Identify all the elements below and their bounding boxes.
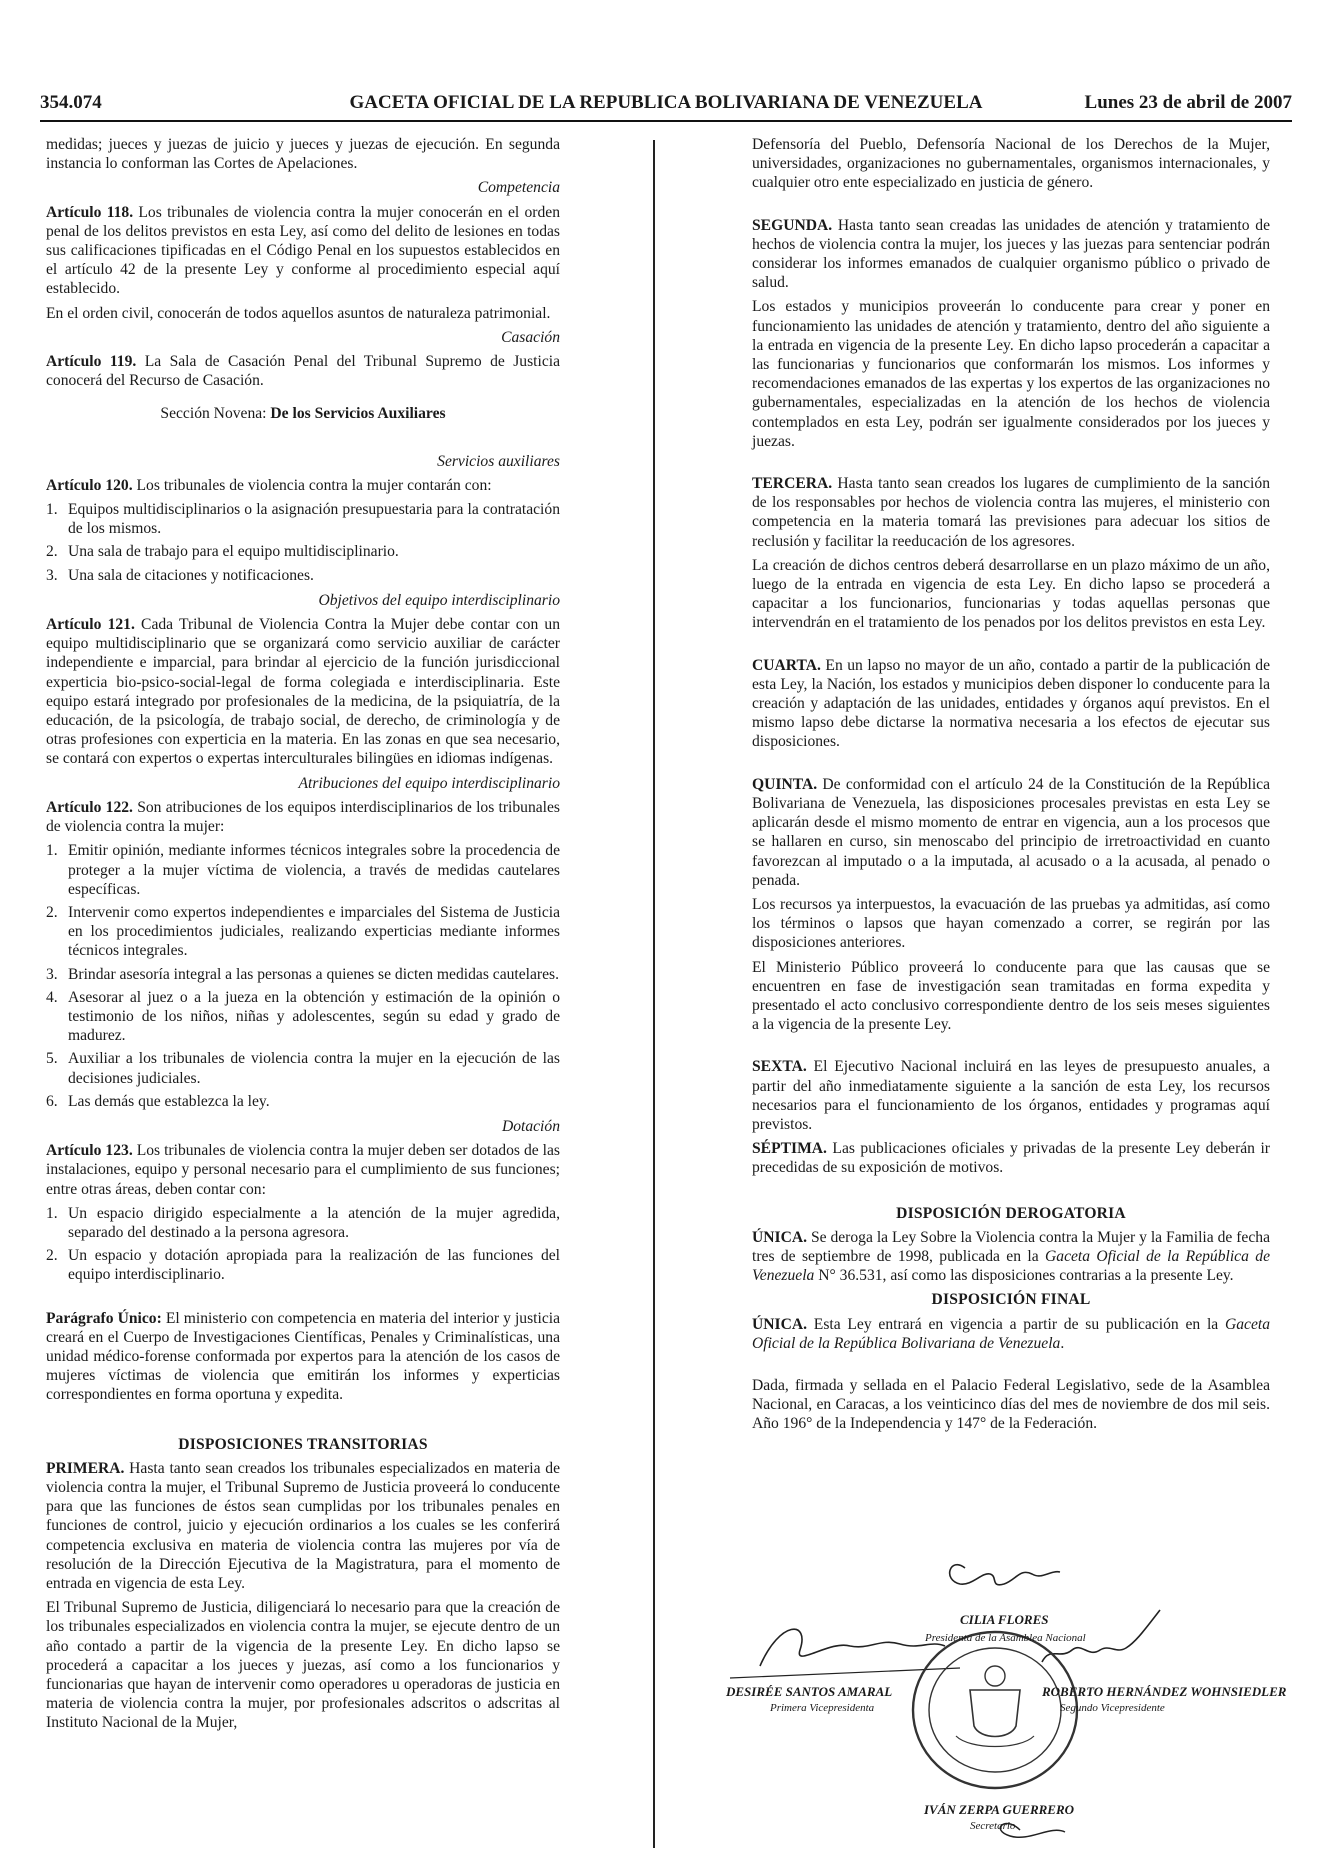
president-role: Presidenta de la Asamblea Nacional xyxy=(925,1632,1086,1644)
continuation-paragraph: Defensoría del Pueblo, Defensoría Nacional de los Derechos de la Mujer, universidades, organizaciones no gubernamentales, organismos internacionales, y cualquier otro ente especializado en justicia de género. xyxy=(752,136,1270,192)
section-title: De los Servicios Auxiliares xyxy=(270,405,446,423)
vp1-role: Primera Vicepresidenta xyxy=(770,1702,875,1714)
spacer xyxy=(752,456,1270,474)
article-text: La Sala de Casación Penal del Tribunal Supremo de Justicia conocerá del Recurso de Casación. xyxy=(46,353,560,390)
provision-text: De conformidad con el artículo 24 de la Constitución de la República Bolivariana de Venezuela, las disposiciones procesales previstas en esta Ley se aplicarán desde el mismo momento de entrar en vigencia, aun a los procesos que se hallaren en curso, sin menoscabo del principio de irretroactividad en cuanto favorezcan al imputado o a la imputada, al acusado o a la acusada, al penado o penada. xyxy=(752,775,1270,889)
article-label: Artículo 121. xyxy=(46,616,135,634)
article-118 xyxy=(46,203,560,299)
list-item xyxy=(46,542,560,561)
provision-text: El Ejecutivo Nacional incluirá en las leyes de presupuesto anuales, a partir del año inmediatamente siguiente a la sanción de esta Ley, los recursos necesarios para el funcionamiento de los órganos, entidades y programas aquí previstos. xyxy=(752,1058,1270,1133)
provision-text: Esta Ley entrará en vigencia a partir de su publicación en la xyxy=(807,1315,1225,1333)
transitoria-tercera xyxy=(752,474,1270,551)
provision-label: SEGUNDA. xyxy=(752,216,833,234)
subtitle-casacion: Casación xyxy=(501,328,560,346)
item-number: 1. xyxy=(46,501,58,519)
provision-label: SÉPTIMA. xyxy=(752,1140,827,1158)
gazette-reference: Gaceta Oficial de la República de Venezuela xyxy=(752,1247,1270,1285)
provision-text: Hasta tanto sean creadas las unidades de atención y tratamiento de hechos de violencia contra la mujer, los jueces y las juezas para sentenciar podrán considerar los informes emanados de cualquier organismo público o privado de salud. xyxy=(752,216,1270,292)
president-name: CILIA FLORES xyxy=(960,1612,1049,1627)
provision-text: Las publicaciones oficiales y privadas de la presente Ley deberán ir precedidas de su exposición de motivos. xyxy=(752,1140,1270,1177)
closing-statement: Dada, firmada y sellada en el Palacio Federal Legislativo, sede de la Asamblea Nacional, en Caracas, a los veinticinco días del mes de noviembre de dos mil seis. Año 196° de la Independencia y 147° de la Federación. xyxy=(752,1376,1270,1433)
article-text: Los tribunales de violencia contra la mujer conocerán en el orden penal de los delitos previstos en esta Ley, así como del delito de lesiones en todas sus calificaciones tipificadas en el Código Penal en los supuestos establecidos en el artículo 42 de la presente Ley y conforme al procedimiento especial aquí establecido. xyxy=(46,203,561,298)
article-label: Artículo 123. xyxy=(46,1142,133,1160)
transitoria-tercera-p2: La creación de dichos centros deberá desarrollarse en un plazo máximo de un año, luego de la entrada en vigencia de esta Ley. En dicho lapso se procederá a capacitar a los funcionarios, funcionarias y todas aquellas personas que intervendrán en el tratamiento de los penados por los delitos previstos en esta Ley. xyxy=(752,556,1270,632)
provision-label: ÚNICA. xyxy=(752,1228,808,1246)
secretary-name: IVÁN ZERPA GUERRERO xyxy=(924,1802,1075,1817)
vp1-signature xyxy=(760,1629,945,1666)
subtitle-atribuciones: Atribuciones del equipo interdisciplinario xyxy=(298,774,560,792)
list-item xyxy=(46,500,560,538)
provision-text: En un lapso no mayor de un año, contado a partir de la publicación de esta Ley, la Nación, los estados y municipios deben disponer lo conducente para la creación y adaptación de las unidades, entidades y órganos aquí previstos. En el mismo lapso debe dictarse la normativa necesaria a los efectos de ejecutar sus disposiciones. xyxy=(752,656,1270,751)
article-123-list xyxy=(46,1204,560,1285)
paragrafo-text: El ministerio con competencia en materia del interior y justicia creará en el Cuerpo de Investigaciones Científicas, Penales y Criminalísticas, una unidad médico-forense conformada por expertos para la atención de los casos de mujeres víctimas de violencia que emitirán los informes y experticias correspondientes en forma oportuna y expedita. xyxy=(46,1309,560,1404)
transitoria-cuarta xyxy=(752,656,1270,752)
list-item xyxy=(46,841,560,899)
item-number: 6. xyxy=(46,1092,58,1110)
item-number: 5. xyxy=(46,1050,58,1068)
spacer xyxy=(752,757,1270,775)
spacer xyxy=(752,1358,1270,1376)
spacer xyxy=(46,1291,560,1309)
list-item xyxy=(46,965,560,984)
left-column xyxy=(46,135,560,1738)
subtitle-competencia: Competencia xyxy=(477,179,560,197)
list-item xyxy=(46,1049,560,1087)
provision-text-end: N° 36.531, así como las disposiciones contrarias a la presente Ley. xyxy=(814,1267,1234,1285)
heading-transitorias: DISPOSICIONES TRANSITORIAS xyxy=(178,1435,428,1453)
item-text: Emitir opinión, mediante informes técnicos integrales sobre la procedencia de proteger a la mujer víctima de violencia, a través de medidas cautelares específicas. xyxy=(68,842,560,898)
spacer xyxy=(752,1039,1270,1057)
provision-text: Hasta tanto sean creados los tribunales especializados en materia de violencia contra la mujer, el Tribunal Supremo de Justicia proveerá lo conducente para que las funciones de éstos sean cumplidas por los tribunales penales en funciones de control, juicio y ejecución ordinarios a los cuales se les conferirá competencia exclusiva en materia de violencia contra las mujeres por vía de resolución de la Dirección Ejecutiva de la Magistratura, para el momento de entrada en vigencia de esta Ley. xyxy=(46,1459,560,1592)
article-text: Cada Tribunal de Violencia Contra la Mujer debe contar con un equipo multidisciplinario que se organizará como servicio auxiliar de carácter independiente e imparcial, para brindar al ejercicio de la función jurisdiccional experticia bio-psico-social-legal de forma colegiada e interdisciplinaria. Este equipo estará integrado por profesionales de la medicina, de la psiquiatría, de la educación, de la psicología, de trabajo social, de derecho, de criminología y de otras profesiones con experticia en la materia. En las zonas en que sea necesario, se contará con expertos o expertas interculturales bilingües en idiomas indígenas. xyxy=(46,616,560,768)
column-divider xyxy=(653,140,655,1848)
publication-date: Lunes 23 de abril de 2007 xyxy=(1084,92,1292,113)
heading-derogatoria: DISPOSICIÓN DEROGATORIA xyxy=(896,1204,1126,1222)
item-number: 2. xyxy=(46,903,58,921)
item-number: 4. xyxy=(46,988,58,1006)
item-text: Auxiliar a los tribunales de violencia contra la mujer en la ejecución de las decisiones judiciales. xyxy=(68,1050,560,1087)
article-label: Artículo 118. xyxy=(46,203,134,221)
final-unica xyxy=(752,1315,1270,1353)
item-text: Una sala de citaciones y notificaciones. xyxy=(68,566,314,584)
gazette-reference: Gaceta Oficial de la República Bolivariana de Venezuela xyxy=(752,1315,1270,1352)
article-120 xyxy=(46,476,560,495)
provision-label: TERCERA. xyxy=(752,475,833,493)
item-text: Asesorar al juez o a la jueza en la obtención y estimación de la opinión o testimonio de los niños, niñas y adolescentes, según su edad y grado de madurez. xyxy=(68,988,560,1045)
article-118-p2: En el orden civil, conocerán de todos aquellos asuntos de naturaleza patrimonial. xyxy=(46,304,551,322)
item-text: Un espacio y dotación apropiada para la realización de las funciones del equipo interdisciplinario. xyxy=(68,1247,560,1284)
paragrafo-label: Parágrafo Único: xyxy=(46,1309,162,1327)
heading-final: DISPOSICIÓN FINAL xyxy=(931,1291,1091,1309)
subtitle-objetivos: Objetivos del equipo interdisciplinario xyxy=(318,591,560,609)
provision-label: CUARTA. xyxy=(752,656,821,674)
transitoria-quinta-p3: El Ministerio Público proveerá lo conducente para que las causas que se encuentren en fase de investigación sean tramitadas en forma expedita y presentado el acto conclusivo correspondiente dentro de los seis meses siguientes a la vigencia de la presente Ley. xyxy=(752,958,1270,1034)
transitoria-segunda-p2: Los estados y municipios proveerán lo conducente para crear y poner en funcionamiento las unidades de atención y tratamiento, dentro del año siguiente a la entrada en vigencia de la presente Ley. En dicho lapso procederán a capacitar a las funcionarias y funcionarios que conformarán los mismos. Los informes y recomendaciones emanados de las expertas y los expertos de las organizaciones no gubernamentales, especializadas en la atención de los hechos de violencia contemplados en esta Ley, podrán ser igualmente considerados por los jueces y juezas. xyxy=(752,298,1270,450)
list-item xyxy=(46,1092,560,1111)
item-number: 3. xyxy=(46,965,58,983)
transitoria-quinta xyxy=(752,775,1270,890)
item-text: Una sala de trabajo para el equipo multidisciplinario. xyxy=(68,543,399,561)
item-number: 3. xyxy=(46,566,58,584)
list-item xyxy=(46,566,560,585)
article-122 xyxy=(46,798,560,836)
transitoria-septima xyxy=(752,1139,1270,1177)
gazette-title: GACETA OFICIAL DE LA REPUBLICA BOLIVARIANA DE VENEZUELA xyxy=(349,92,983,113)
provision-text: Se deroga la Ley Sobre la Violencia contra la Mujer y la Familia de fecha tres de septiembre de 1998, publicada en la xyxy=(752,1228,1270,1265)
derogatoria-unica xyxy=(752,1228,1270,1286)
article-text: Son atribuciones de los equipos interdisciplinarios de los tribunales de violencia contra la mujer: xyxy=(46,798,560,836)
item-text: Brindar asesoría integral a las personas a quienes se dicten medidas cautelares. xyxy=(68,965,560,983)
subtitle-dotacion: Dotación xyxy=(501,1117,560,1135)
secretary-role: Secretario xyxy=(970,1820,1016,1832)
transitoria-primera xyxy=(46,1459,560,1593)
list-item xyxy=(46,1204,560,1242)
spacer xyxy=(752,638,1270,656)
right-column xyxy=(752,135,1270,1439)
list-item xyxy=(46,1246,560,1284)
item-number: 2. xyxy=(46,1247,58,1265)
signature-block xyxy=(720,1550,1287,1850)
transitoria-quinta-p2: Los recursos ya interpuestos, la evacuación de las pruebas ya admitidas, así como los términos o lapsos que hayan comenzado a correr, se regirán por las disposiciones anteriores. xyxy=(752,895,1270,952)
provision-label: QUINTA. xyxy=(752,775,818,793)
section-prefix: Sección Novena: xyxy=(160,405,271,423)
subtitle-servicios: Servicios auxiliares xyxy=(437,452,560,470)
section-heading xyxy=(46,404,560,423)
article-121 xyxy=(46,615,560,769)
provision-label: PRIMERA. xyxy=(46,1459,125,1477)
vp2-role: Segundo Vicepresidente xyxy=(1060,1702,1165,1714)
list-item xyxy=(46,988,560,1046)
vp2-name: ROBERTO HERNÁNDEZ WOHNSIEDLER xyxy=(1042,1684,1287,1699)
transitoria-segunda xyxy=(752,216,1270,293)
article-label: Artículo 122. xyxy=(46,798,133,816)
transitoria-sexta xyxy=(752,1057,1270,1134)
article-120-list xyxy=(46,500,560,585)
article-label: Artículo 119. xyxy=(46,353,137,371)
item-text: Las demás que establezca la ley. xyxy=(68,1092,270,1110)
item-text: Equipos multidisciplinarios o la asignación presupuestaria para la contratación de los mismos. xyxy=(68,501,560,538)
item-text: Intervenir como expertos independientes e imparciales del Sistema de Justicia en los procedimientos judiciales, realizando experticias mediante informes técnicos integrales. xyxy=(68,903,560,960)
intro-paragraph: medidas; jueces y juezas de juicio y jueces y juezas de ejecución. En segunda instancia lo conforman las Cortes de Apelaciones. xyxy=(46,136,560,173)
list-item xyxy=(46,903,560,961)
article-123 xyxy=(46,1141,560,1199)
article-label: Artículo 120. xyxy=(46,476,133,494)
provision-text-end: . xyxy=(1060,1334,1065,1352)
item-number: 1. xyxy=(46,1204,58,1222)
provision-text: Hasta tanto sean creados los lugares de cumplimiento de la sanción de los responsables por hechos de violencia contra las mujeres, el ministerio con competencia en la materia tomará las previsiones para adecuar los sitios de reclusión y facilitar la reeducación de los agresores. xyxy=(752,475,1270,550)
article-text: Los tribunales de violencia contra la mujer deben ser dotados de las instalaciones, equipo y personal necesario para el cumplimiento de sus funciones; entre otras áreas, deben contar con: xyxy=(46,1142,560,1198)
article-119 xyxy=(46,352,560,390)
page-number: 354.074 xyxy=(40,92,102,113)
article-122-list xyxy=(46,841,560,1111)
official-seal xyxy=(913,1632,1077,1788)
spacer xyxy=(752,198,1270,216)
item-text: Un espacio dirigido especialmente a la atención de la mujer agredida, separado del destinado a la persona agresora. xyxy=(68,1204,560,1241)
president-signature xyxy=(950,1565,1060,1585)
page-header xyxy=(40,92,1292,122)
vp1-name: DESIRÉE SANTOS AMARAL xyxy=(726,1684,893,1699)
item-number: 1. xyxy=(46,842,58,860)
provision-label: SEXTA. xyxy=(752,1058,807,1076)
paragrafo-unico xyxy=(46,1309,560,1405)
provision-label: ÚNICA. xyxy=(752,1315,808,1333)
transitoria-primera-p2: El Tribunal Supremo de Justicia, diligenciará lo necesario para que la creación de los tribunales especializados en violencia contra la mujer, se ejecute dentro de un año contado a partir de la vigencia de la presente Ley. En dicho lapso se procederá a capacitar a los jueces y juezas, así como a los funcionarios y funcionarias que hayan de intervenir como operadores u operadoras de justicia en materia de violencia contra la mujer, por profesionales adscritos o adscritas al Instituto Nacional de la Mujer, xyxy=(46,1599,560,1732)
item-number: 2. xyxy=(46,543,58,561)
article-text: Los tribunales de violencia contra la mujer contarán con: xyxy=(132,476,492,494)
